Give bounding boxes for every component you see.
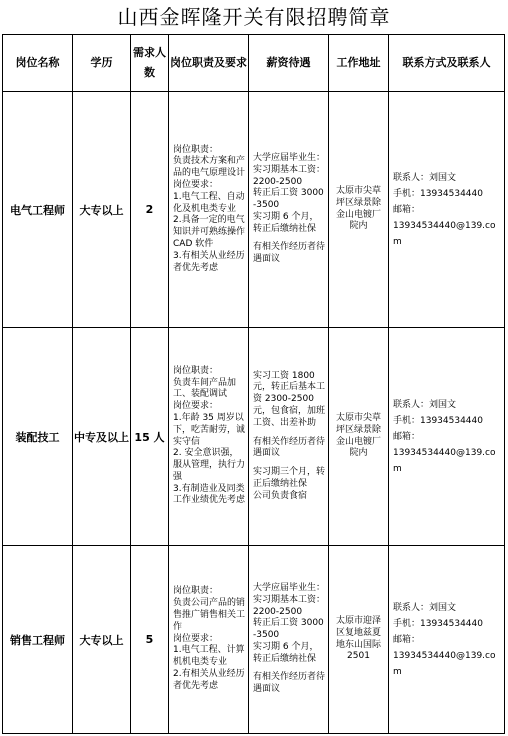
duties-cell <box>169 328 249 546</box>
cell-line: 有相关作经历者待遇面议 <box>253 436 326 459</box>
cell-line: 公司负责食宿 <box>253 490 308 501</box>
cell-line: 手机：13934534440 <box>393 618 483 629</box>
address-cell <box>329 546 389 734</box>
cell-line: 太原市迎泽区复地兹夏地东山国际 2501 <box>335 615 381 662</box>
salary-cell <box>249 92 329 328</box>
recruitment-table <box>2 34 505 734</box>
table-row <box>3 328 505 546</box>
header-duties: 岗位职责及要求 <box>169 35 249 92</box>
cell-line: 实习期三个月，转正后缴纳社保 <box>253 467 326 489</box>
table-row <box>3 546 505 734</box>
salary-cell <box>249 546 329 734</box>
position-cell: 销售工程师 <box>3 546 73 734</box>
header-salary: 薪资待遇 <box>249 35 329 92</box>
cell-line: 转正后工资 3000-3500 <box>253 618 324 641</box>
cell-line: 负责技术方案和产品的电气原理设计 <box>173 156 246 179</box>
education-cell: 大专以上 <box>73 92 131 328</box>
address-cell <box>329 328 389 546</box>
contact-cell <box>389 546 505 734</box>
cell-line: 实习期基本工资：2200-2500 <box>253 594 326 617</box>
duties-cell <box>169 92 249 328</box>
cell-line: 负责公司产品的销售推广销售相关工作 <box>173 598 246 632</box>
cell-line: 13934534440@139.com <box>393 650 496 677</box>
cell-line: 实习工资 1800 元，转正后基本工资 2300-2500 元，包食宿，加班工资、出差补助 <box>253 370 326 428</box>
page-title: 山西金晖隆开关有限招聘简章 <box>117 5 391 29</box>
cell-line: 2.有相关从业经历者优先考虑 <box>173 668 245 691</box>
cell-line: 3.有制造业及同类工作业绩优先考虑 <box>173 483 246 506</box>
cell-line: 太原市尖草坪区绿景除金山电镀厂院内 <box>335 412 381 459</box>
contact-cell <box>389 328 505 546</box>
table-row <box>3 92 505 328</box>
education-cell: 大专以上 <box>73 546 131 734</box>
cell-line: 大学应届毕业生： <box>253 582 326 593</box>
cell-line: 1.年龄 35 周岁以下，吃苦耐劳，诚实守信 <box>173 412 246 447</box>
cell-line: 岗位要求： <box>173 633 219 644</box>
cell-line: 1.电气工程、计算机机电类专业 <box>173 645 245 668</box>
cell-line: 实习期基本工资：2200-2500 <box>253 164 326 187</box>
cell-line: 联系人：刘国文 <box>393 399 457 410</box>
cell-line: 联系人：刘国文 <box>393 602 457 613</box>
cell-line: 1.电气工程、自动化及机电类专业 <box>173 191 245 214</box>
cell-line: 邮箱： <box>393 634 421 645</box>
cell-line: 2.具备一定的电气知识并可熟练操作 CAD 软件 <box>173 215 246 249</box>
cell-line: 转正后工资 3000-3500 <box>253 188 324 211</box>
spacer <box>253 430 325 437</box>
cell-line: 邮箱： <box>393 431 421 442</box>
header-education: 学历 <box>73 35 131 92</box>
salary-cell <box>249 328 329 546</box>
cell-line: 实习期 6 个月，转正后缴纳社保 <box>253 211 319 234</box>
cell-line: 岗位要求： <box>173 401 219 412</box>
cell-line: 邮箱： <box>393 204 421 215</box>
address-cell <box>329 92 389 328</box>
cell-line: 岗位职责： <box>173 144 219 155</box>
cell-line: 3.有相关从业经历者优先考虑 <box>173 250 245 273</box>
cell-line: 手机：13934534440 <box>393 415 483 426</box>
duties-cell <box>169 546 249 734</box>
cell-line: 太原市尖草坪区绿景除金山电镀厂院内 <box>335 185 381 232</box>
header-address: 工作地址 <box>329 35 389 92</box>
position-cell: 电气工程师 <box>3 92 73 328</box>
table-header-row <box>3 35 505 92</box>
cell-line: 2. 安全意识强，服从管理，执行力强 <box>173 448 246 482</box>
cell-line: 负责车间产品加工、装配调试 <box>173 377 237 400</box>
cell-line: 联系人：刘国文 <box>393 172 457 183</box>
cell-line: 有相关作经历者待遇面议 <box>253 242 326 265</box>
header-position: 岗位名称 <box>3 35 73 92</box>
header-count: 需求人数 <box>131 35 169 92</box>
cell-line: 有相关作经历者待遇面议 <box>253 672 326 695</box>
count-cell: 5 <box>131 546 169 734</box>
education-cell: 中专及以上 <box>73 328 131 546</box>
cell-line: 岗位职责： <box>173 365 219 376</box>
cell-line: 大学应届毕业生： <box>253 152 326 163</box>
cell-line: 岗位要求： <box>173 180 219 190</box>
count-cell: 15 人 <box>131 328 169 546</box>
count-cell: 2 <box>131 92 169 328</box>
cell-line: 13934534440@139.com <box>393 447 496 474</box>
contact-cell <box>389 92 505 328</box>
cell-line: 岗位职责： <box>173 586 219 597</box>
cell-line: 13934534440@139.com <box>393 220 496 247</box>
header-contact: 联系方式及联系人 <box>389 35 505 92</box>
cell-line: 手机：13934534440 <box>393 188 483 199</box>
cell-line: 实习期 6 个月，转正后缴纳社保 <box>253 641 319 664</box>
position-cell: 装配技工 <box>3 328 73 546</box>
